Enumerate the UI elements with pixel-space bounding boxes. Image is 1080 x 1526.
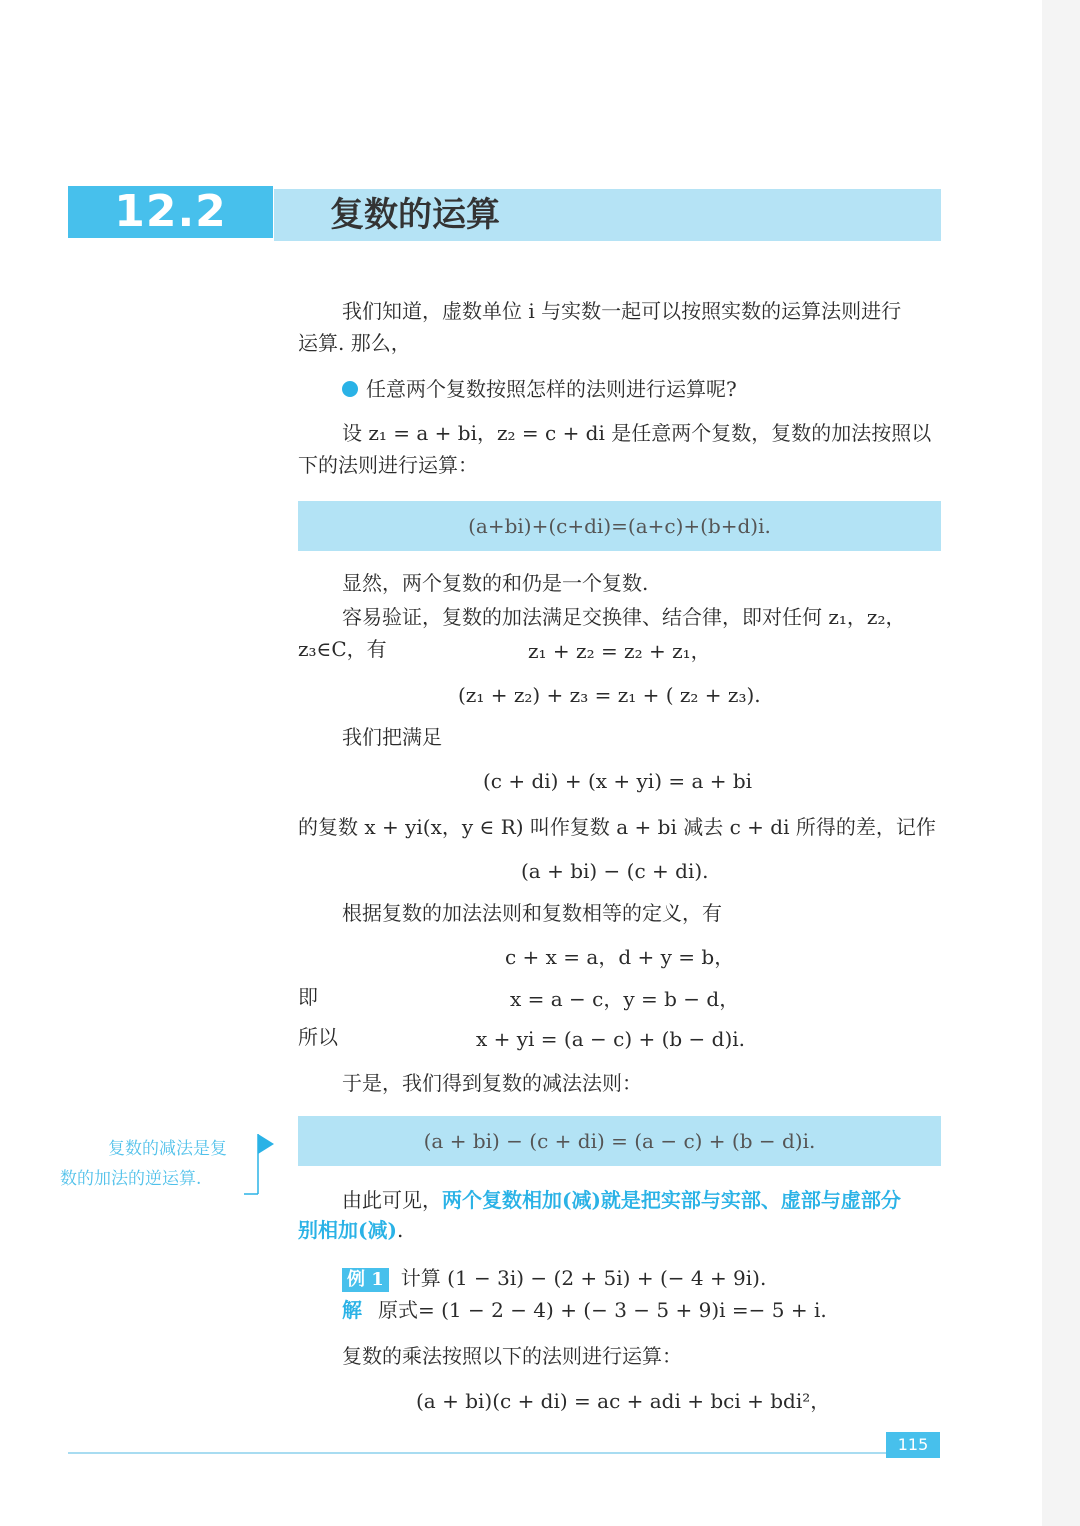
example-label: 例 1 bbox=[342, 1268, 389, 1292]
section-number: 12.2 bbox=[68, 186, 273, 238]
solution-label: 解 bbox=[342, 1298, 362, 1322]
margin-note-line-1: 复数的减法是复 bbox=[108, 1139, 227, 1159]
question-text: 任意两个复数按照怎样的法则进行运算呢? bbox=[366, 377, 737, 401]
obvious-line: 显然，两个复数的和仍是一个复数. bbox=[342, 571, 649, 595]
intro-line-1: 我们知道，虚数单位 i 与实数一起可以按照实数的运算法则进行 bbox=[342, 299, 902, 323]
by-definition-line: 根据复数的加法法则和复数相等的定义，有 bbox=[342, 901, 722, 925]
section-title-bar bbox=[274, 189, 941, 241]
eq-x-plus-yi: x + yi = (a − c) + (b − d)i. bbox=[476, 1027, 746, 1051]
conclusion-suffix: . bbox=[396, 1218, 404, 1242]
addition-rule: (a+bi)+(c+di)=(a+c)+(b+d)i. bbox=[468, 514, 771, 538]
conclusion-prefix: 由此可见， bbox=[342, 1188, 442, 1212]
section-title: 复数的运算 bbox=[330, 195, 500, 235]
conclusion-highlight-2: 别相加(减) bbox=[298, 1218, 397, 1242]
subtraction-definition-eq: (c + di) + (x + yi) = a + bi bbox=[483, 769, 753, 793]
subtraction-definition-line: 的复数 x + yi(x，y ∈ R) 叫作复数 a + bi 减去 c + di 所得的差，记作 bbox=[298, 815, 936, 839]
eq-c-plus-x: c + x = a，d + y = b， bbox=[505, 945, 735, 969]
define-add-line-1: 设 z₁ = a + bi，z₂ = c + di 是任意两个复数，复数的加法按照以 bbox=[342, 421, 932, 445]
question-line bbox=[342, 374, 737, 405]
label-suoyi: 所以 bbox=[298, 1025, 338, 1049]
conclusion-line-1 bbox=[342, 1185, 901, 1216]
solution-text: 原式= (1 − 2 − 4) + (− 3 − 5 + 9)i =− 5 + i. bbox=[378, 1298, 827, 1322]
difference-notation: (a + bi) − (c + di). bbox=[521, 859, 709, 883]
conclusion-line-2 bbox=[298, 1215, 403, 1246]
example-problem: 计算 (1 − 3i) − (2 + 5i) + (− 4 + 9i). bbox=[400, 1266, 767, 1290]
page-number: 115 bbox=[886, 1432, 940, 1458]
multiplication-intro: 复数的乘法按照以下的法则进行运算： bbox=[342, 1344, 682, 1368]
margin-note-line-2: 数的加法的逆运算. bbox=[60, 1169, 202, 1189]
footer-rule bbox=[68, 1452, 940, 1454]
verify-line-1: 容易验证，复数的加法满足交换律、结合律，即对任何 z₁，z₂， bbox=[342, 605, 906, 629]
margin-note bbox=[60, 1134, 255, 1194]
page-edge-shadow bbox=[1042, 0, 1080, 1526]
commutative-eq: z₁ + z₂ = z₂ + z₁， bbox=[528, 639, 711, 663]
eq-x-equals: x = a − c，y = b − d， bbox=[510, 987, 740, 1011]
thus-line: 于是，我们得到复数的减法法则： bbox=[342, 1071, 642, 1095]
bullet-dot-icon bbox=[342, 381, 358, 397]
solution-line bbox=[342, 1295, 827, 1326]
verify-prefix: z₃∈C，有 bbox=[298, 637, 387, 661]
define-add-line-2: 下的法则进行运算： bbox=[298, 453, 478, 477]
we-call-line: 我们把满足 bbox=[342, 725, 442, 749]
example-1 bbox=[342, 1263, 766, 1294]
label-ji: 即 bbox=[298, 985, 318, 1009]
addition-rule-box bbox=[298, 501, 941, 551]
multiplication-eq: (a + bi)(c + di) = ac + adi + bci + bdi²， bbox=[416, 1389, 831, 1413]
associative-eq: (z₁ + z₂) + z₃ = z₁ + ( z₂ + z₃). bbox=[458, 683, 761, 707]
intro-line-2: 运算. 那么， bbox=[298, 331, 411, 355]
conclusion-highlight-1: 两个复数相加(减)就是把实部与实部、虚部与虚部分 bbox=[442, 1188, 901, 1212]
subtraction-rule: (a + bi) − (c + di) = (a − c) + (b − d)i. bbox=[423, 1129, 816, 1153]
subtraction-rule-box bbox=[298, 1116, 941, 1166]
margin-note-pointer-icon bbox=[244, 1130, 278, 1198]
